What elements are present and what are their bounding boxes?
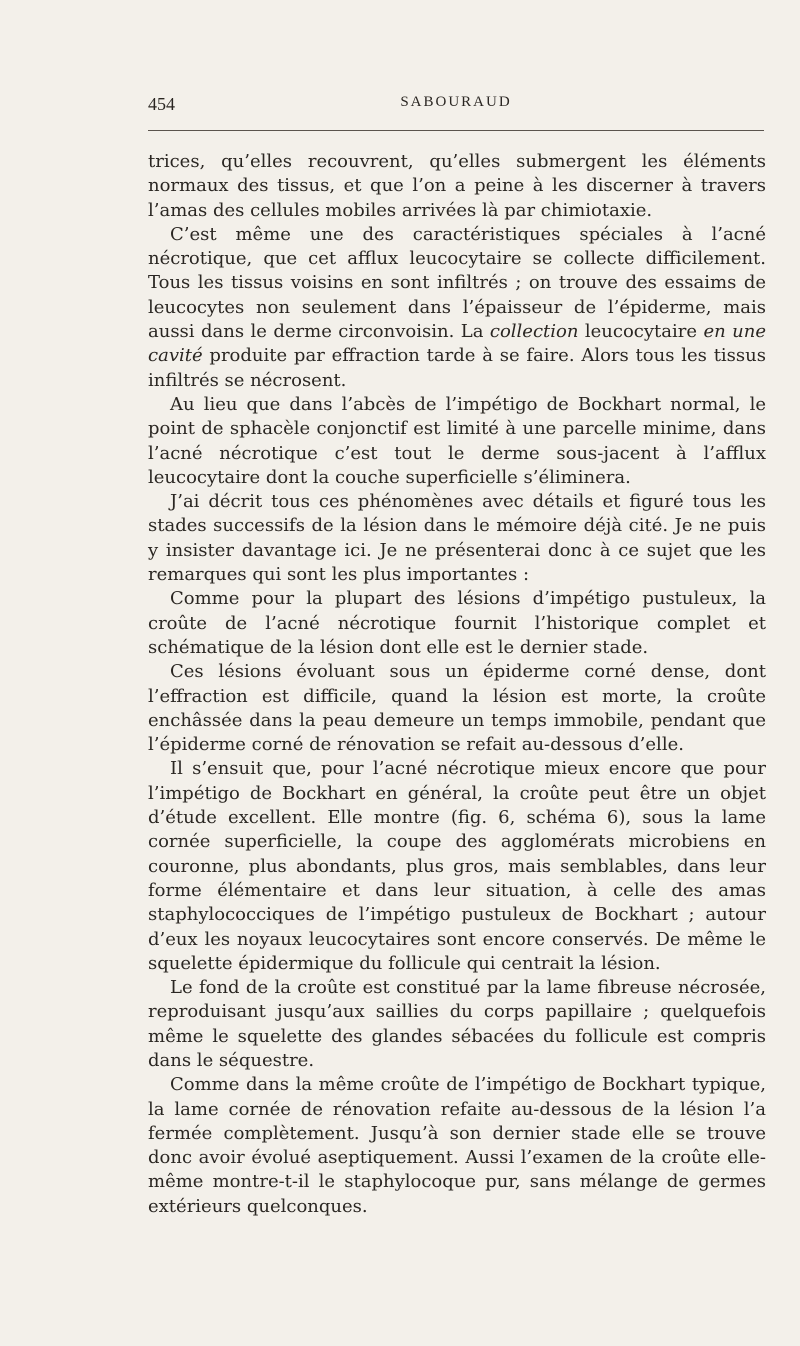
paragraph-7: Il s’ensuit que, pour l’acné nécrotique mieux encore que pour l’impétigo de Bockhart en général, la croûte peut être un objet d’étude excellent. Elle montre (fig. 6, schéma 6), sous la lame cornée superficielle, la coupe des agglomérats microbiens en couronne, plus abondants, plus gros, mais semblables, dans leur forme élémentaire et dans leur situation, à celle des amas staphylococciques de l’impétigo pustuleux de Bockhart ; autour d’eux les noyaux leucocytaires sont encore conservés. De même le squelette épidermique du follicule qui centrait la lésion. xyxy=(148,758,766,974)
paragraph-1: trices, qu’elles recouvrent, qu’elles submergent les éléments normaux des tissus, et que l’on a peine à les discerner à travers l’amas des cellules mobiles arrivées là par chimiotaxie. xyxy=(148,151,766,221)
body-text xyxy=(148,150,766,1219)
paragraph-4: J’ai décrit tous ces phénomènes avec détails et figuré tous les stades successifs de la lésion dans le mémoire déjà cité. Je ne puis y insister davantage ici. Je ne présenterai donc à ce sujet que les remarques qui sont les plus importantes : xyxy=(148,491,766,586)
header-rule xyxy=(148,130,764,131)
paragraph-3: Au lieu que dans l’abcès de l’impétigo de Bockhart normal, le point de sphacèle conjonctif est limité à une parcelle minime, dans l’acné nécrotique c’est tout le derme sous-jacent à l’afflux leucocytaire dont la couche superficielle s’éliminera. xyxy=(148,393,766,488)
page-header xyxy=(148,92,764,122)
paragraph-2-emphasis-b: en une cavité xyxy=(148,321,766,367)
paragraph-5: Comme pour la plupart des lésions d’impétigo pustuleux, la croûte de l’acné nécrotique fournit l’historique complet et schématique de la lésion dont elle est le dernier stade. xyxy=(148,588,766,658)
running-head: SABOURAUD xyxy=(400,94,512,110)
paragraph-2-text-b: leucocytaire xyxy=(578,321,704,343)
paragraph-2-text-c: produite par effraction tarde à se faire. Alors tous les tissus infiltrés se nécrosent. xyxy=(148,345,766,391)
paragraph-8: Le fond de la croûte est constitué par la lame fibreuse nécrosée, reproduisant jusqu’aux saillies du corps papillaire ; quelquefois même le squelette des glandes sébacées du follicule est compris dans le séquestre. xyxy=(148,977,766,1071)
paragraph-2-emphasis-a: collection xyxy=(489,321,579,343)
paragraph-2 xyxy=(148,223,766,393)
paragraph-6: Ces lésions évoluant sous un épiderme corné dense, dont l’effraction est difficile, quand la lésion est morte, la croûte enchâssée dans la peau demeure un temps immobile, pendant que l’épiderme corné de rénovation se refait au-dessous d’elle. xyxy=(148,661,766,756)
paragraph-9: Comme dans la même croûte de l’impétigo de Bockhart typique, la lame cornée de rénovation refaite au-dessous de la lésion l’a fermée complètement. Jusqu’à son dernier stade elle se trouve donc avoir évolué aseptiquement. Aussi l’examen de la croûte elle-même montre-t-il le staphylocoque pur, sans mélange de germes extérieurs quelconques. xyxy=(148,1074,766,1217)
page-number: 454 xyxy=(148,94,175,114)
paragraph-2-text-a: C’est même une des caractéristiques spéciales à l’acné nécrotique, que cet afflux leucocytaire se collecte difficilement. Tous les tissus voisins en sont infiltrés ; on trouve des essaims de leucocytes non seulement dans l’épaisseur de l’épiderme, mais aussi dans le derme circonvoisin. La xyxy=(148,223,766,343)
